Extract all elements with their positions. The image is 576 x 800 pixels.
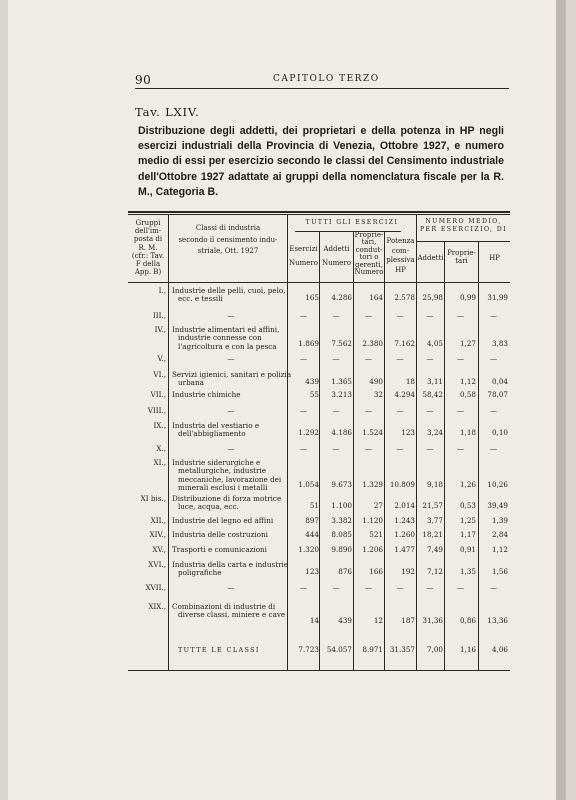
running-title: CAPITOLO TERZO (273, 74, 380, 84)
row-m-hp: 0,10 (491, 428, 508, 437)
page-number: 90 (135, 73, 152, 87)
row-classe: Industria della carta e industrie poligrafiche (172, 560, 289, 578)
header-m-addetti: Addetti (417, 254, 444, 262)
row-addetti: 8.085 (331, 530, 352, 539)
row-classe: — (227, 444, 235, 453)
header-potenza-line: plessiva (386, 256, 415, 264)
row-gruppo: XIX., (148, 602, 166, 611)
row-m-proprietari: 1,35 (459, 567, 476, 576)
row-addetti: — (332, 354, 340, 363)
row-m-proprietari: — (456, 444, 465, 453)
row-m-proprietari: 1,25 (459, 516, 476, 525)
header-esercizi (288, 242, 319, 270)
totals-addetti: 54.057 (326, 645, 352, 654)
row-classe: Industrie siderurgiche e metallurgiche, industrie meccaniche, lavorazione dei minerali esclusi i metalli (172, 458, 282, 493)
row-proprietari: 490 (369, 377, 383, 386)
header-esercizi-line: Esercizi (289, 245, 318, 253)
header-potenza-line: HP (395, 265, 406, 274)
row-proprietari: — (364, 311, 373, 320)
row-esercizi: 897 (305, 516, 319, 525)
header-proprietari-line: condut- (355, 245, 383, 254)
row-esercizi: — (299, 583, 308, 592)
row-m-hp: — (489, 583, 498, 592)
row-m-addetti: 3,11 (426, 377, 443, 386)
row-m-proprietari: 1,17 (459, 530, 476, 539)
row-potenza: 1.243 (394, 516, 415, 525)
row-potenza: — (396, 406, 404, 415)
row-gruppo: VIII., (147, 406, 166, 415)
row-m-proprietari: — (456, 406, 465, 415)
row-m-proprietari: 1,26 (459, 480, 476, 489)
row-esercizi: 439 (305, 377, 319, 386)
row-esercizi: 1.869 (298, 339, 319, 348)
row-m-hp: 13,36 (487, 616, 508, 625)
row-proprietari: 164 (369, 293, 383, 302)
row-gruppo: VI., (153, 370, 166, 379)
row-potenza: 2.578 (394, 293, 415, 302)
row-addetti: 876 (338, 567, 352, 576)
row-m-addetti: — (426, 354, 434, 363)
row-esercizi: 165 (305, 293, 319, 302)
row-addetti: 7.562 (331, 339, 352, 348)
row-m-proprietari: 0,99 (459, 293, 476, 302)
row-m-proprietari: 1,27 (459, 339, 476, 348)
header-gruppi-line: posta di (133, 235, 163, 244)
row-m-addetti: — (426, 406, 434, 415)
row-gruppo: IV., (154, 325, 166, 334)
row-m-proprietari: — (456, 311, 465, 320)
book-page (8, 0, 566, 800)
row-proprietari: — (364, 406, 373, 415)
row-m-addetti: 7,12 (426, 567, 443, 576)
row-addetti: — (332, 311, 340, 320)
row-proprietari: 12 (373, 616, 383, 625)
col-rule (287, 215, 288, 670)
row-potenza: — (396, 354, 404, 363)
row-esercizi: 1.292 (298, 428, 319, 437)
row-m-proprietari: 0,53 (459, 501, 476, 510)
header-media: NUMERO MEDIO, PER ESERCIZIO, DI (419, 218, 507, 233)
row-addetti: 9.890 (331, 545, 352, 554)
row-esercizi: — (299, 311, 308, 320)
row-m-hp: 1,56 (491, 567, 508, 576)
row-gruppo: XI bis., (140, 494, 166, 503)
header-potenza (385, 237, 416, 275)
row-addetti: 4.286 (331, 293, 352, 302)
row-addetti: 3.382 (331, 516, 352, 525)
header-gruppi-line: dell'im- (134, 227, 162, 236)
row-potenza: — (396, 583, 404, 592)
row-m-hp: 2,84 (491, 530, 508, 539)
row-addetti: — (332, 583, 340, 592)
row-addetti: 1.100 (331, 501, 352, 510)
row-classe: Industrie del legno ed affini (172, 516, 274, 525)
row-classe: Trasporti e comunicazioni (172, 545, 267, 554)
header-proprietari-line: Proprie- (354, 231, 384, 239)
totals-label: TUTTE LE CLASSI (178, 646, 260, 654)
row-m-hp: — (489, 354, 498, 363)
row-m-addetti: 58,42 (422, 390, 443, 399)
row-classe: Industria del vestiario e dell'abbigliamento (172, 421, 260, 439)
header-addetti-line: Addetti (323, 245, 350, 253)
row-potenza: — (396, 444, 404, 453)
row-proprietari: 1.524 (362, 428, 383, 437)
row-addetti: 3.213 (331, 390, 352, 399)
row-m-hp: 10,26 (487, 480, 508, 489)
row-gruppo: IX., (153, 421, 166, 430)
row-potenza: 10.809 (389, 480, 415, 489)
header-gruppi-line: App. B) (134, 268, 162, 277)
row-gruppo: XVI., (148, 560, 166, 569)
totals-m-proprietari: 1,16 (459, 645, 476, 654)
row-classe: — (227, 406, 235, 415)
row-proprietari: 1.206 (362, 545, 383, 554)
header-rule (135, 88, 509, 89)
header-classi-line: secondo il censimento indu- (178, 235, 278, 244)
row-proprietari: 2.380 (362, 339, 383, 348)
row-addetti: 439 (338, 616, 352, 625)
row-gruppo: XV., (152, 545, 166, 554)
row-m-addetti: 4,05 (426, 339, 443, 348)
header-esercizi-line: Numero (289, 259, 318, 267)
row-esercizi: 1.054 (298, 480, 319, 489)
row-m-addetti: — (426, 583, 434, 592)
header-proprietari-line: tari, (361, 238, 377, 247)
row-proprietari: — (364, 354, 373, 363)
header-potenza-line: Potenza (386, 237, 415, 245)
row-gruppo: XIV., (149, 530, 166, 539)
row-m-hp: — (489, 311, 498, 320)
header-gruppi (128, 219, 168, 276)
row-m-addetti: 9,18 (426, 480, 443, 489)
row-m-proprietari: 1,12 (459, 377, 476, 386)
table-title: Distribuzione degli addetti, dei proprietari e della potenza in HP negli esercizi industriali della Provincia di Venezia, Ottobre 1927, e numero medio di essi per esercizio secondo le classi del Censimento industriale dell'Ottobre 1927 adattate ai gruppi della nomenclatura fiscale per la R. M., Categoria B. (138, 125, 504, 198)
row-gruppo: XI., (153, 458, 166, 467)
row-addetti: — (332, 406, 340, 415)
col-rule (168, 215, 169, 670)
header-proprietari-line: gerenti, (355, 260, 383, 269)
row-gruppo: III., (152, 311, 166, 320)
table-top-rule (128, 211, 510, 213)
row-proprietari: — (364, 583, 373, 592)
row-m-addetti: 7,49 (426, 545, 443, 554)
row-proprietari: 166 (369, 567, 383, 576)
row-potenza: 187 (401, 616, 415, 625)
header-addetti-line: Numero (322, 259, 351, 267)
header-m-proprietari-line: tari (455, 257, 468, 266)
row-m-proprietari: 0,91 (459, 545, 476, 554)
row-gruppo: X., (156, 444, 166, 453)
row-esercizi: 55 (309, 390, 319, 399)
header-m-proprietari-line: Proprie- (447, 249, 476, 257)
row-esercizi: 1.320 (298, 545, 319, 554)
header-classi-line: Classi di industria (195, 224, 261, 232)
header-m-proprietari (445, 249, 478, 265)
row-esercizi: 51 (309, 501, 319, 510)
row-gruppo: XVII., (145, 583, 166, 592)
col-rule (478, 242, 479, 670)
row-potenza: 1.260 (394, 530, 415, 539)
row-m-addetti: 18,21 (422, 530, 443, 539)
data-table (128, 211, 510, 671)
row-m-hp: 31,99 (487, 293, 508, 302)
row-m-addetti: 31,36 (422, 616, 443, 625)
row-m-hp: 0,04 (491, 377, 508, 386)
row-addetti: 9.673 (331, 480, 352, 489)
row-m-addetti: — (426, 444, 434, 453)
media-span-rule (417, 241, 510, 242)
row-m-hp: 1,39 (491, 516, 508, 525)
row-potenza: 18 (405, 377, 415, 386)
row-m-hp: 78,07 (487, 390, 508, 399)
totals-m-addetti: 7,00 (426, 645, 443, 654)
row-classe: Industrie delle pelli, cuoi, pelo, ecc. e tessili (172, 286, 286, 304)
row-potenza: 7.162 (394, 339, 415, 348)
row-gruppo: V., (157, 354, 166, 363)
row-esercizi: 14 (309, 616, 319, 625)
row-m-hp: — (489, 406, 498, 415)
row-m-addetti: 25,98 (422, 293, 443, 302)
row-proprietari: 521 (369, 530, 383, 539)
row-potenza: 1.477 (394, 545, 415, 554)
header-potenza-line: com- (391, 246, 410, 255)
header-proprietari (354, 232, 384, 276)
row-classe: Industria delle costruzioni (172, 530, 268, 539)
row-m-addetti: 3,77 (426, 516, 443, 525)
row-m-proprietari: — (456, 583, 465, 592)
table-bottom-rule (128, 670, 510, 671)
table-top-rule-thin (128, 214, 510, 215)
row-classe: Industrie alimentari ed affini, industrie connesse con l'agricoltura e con la pesca (172, 325, 280, 351)
totals-proprietari: 8.971 (362, 645, 383, 654)
totals-potenza: 31.357 (389, 645, 415, 654)
row-m-addetti: 21,57 (422, 501, 443, 510)
row-proprietari: 1.120 (362, 516, 383, 525)
header-tutti: TUTTI GLI ESERCIZI (305, 219, 399, 226)
row-classe: — (227, 311, 235, 320)
header-gruppi-line: R. M. (138, 243, 158, 252)
row-addetti: — (332, 444, 340, 453)
col-rule (444, 242, 445, 670)
row-esercizi: 123 (305, 567, 319, 576)
table-label: Tav. LXIV. (135, 105, 200, 119)
row-classe: Industrie chimiche (172, 390, 241, 399)
row-potenza: 4.294 (394, 390, 415, 399)
row-m-addetti: — (426, 311, 434, 320)
row-proprietari: 1.329 (362, 480, 383, 489)
row-m-proprietari: 1,18 (459, 428, 476, 437)
row-classe: — (227, 583, 235, 592)
page-edge-shadow (556, 0, 566, 800)
row-potenza: 123 (401, 428, 415, 437)
row-esercizi: — (299, 444, 308, 453)
row-gruppo: I., (158, 286, 166, 295)
row-classe: Distribuzione di forza motrice luce, acqua, ecc. (172, 494, 282, 512)
header-addetti (320, 242, 353, 270)
header-m-hp: HP (489, 254, 500, 262)
header-proprietari-line: Numero (354, 268, 384, 277)
tutti-span-rule (295, 231, 401, 232)
row-m-addetti: 3,24 (426, 428, 443, 437)
row-m-hp: — (489, 444, 498, 453)
totals-m-hp: 4,06 (491, 645, 508, 654)
header-classi (169, 223, 287, 258)
row-proprietari: — (364, 444, 373, 453)
row-gruppo: VII., (150, 390, 166, 399)
totals-esercizi: 7.723 (298, 645, 319, 654)
row-classe: Servizi igienici, sanitari e polizia urbana (172, 370, 292, 388)
row-m-proprietari: 0,86 (459, 616, 476, 625)
header-gruppi-line: (cfr.: Tav. (131, 251, 165, 260)
row-esercizi: 444 (305, 530, 319, 539)
header-classi-line: striale, Ott. 1927 (197, 247, 259, 255)
row-proprietari: 27 (373, 501, 383, 510)
row-potenza: 192 (401, 567, 415, 576)
row-addetti: 1.365 (331, 377, 352, 386)
header-gruppi-line: Gruppi (135, 219, 161, 227)
row-esercizi: — (299, 406, 308, 415)
row-m-hp: 39,49 (487, 501, 508, 510)
col-rule (416, 215, 417, 670)
row-addetti: 4.186 (331, 428, 352, 437)
header-proprietari-line: tori o (359, 253, 379, 262)
row-potenza: 2.014 (394, 501, 415, 510)
row-esercizi: — (299, 354, 308, 363)
row-classe: Combinazioni di industrie di diverse classi, miniere e cave (172, 602, 286, 620)
row-m-hp: 3,83 (491, 339, 508, 348)
row-classe: — (227, 354, 235, 363)
row-m-hp: 1,12 (491, 545, 508, 554)
row-m-proprietari: — (456, 354, 465, 363)
row-proprietari: 32 (373, 390, 383, 399)
row-gruppo: XII., (150, 516, 166, 525)
header-gruppi-line: F della (135, 260, 161, 269)
row-m-proprietari: 0,58 (459, 390, 476, 399)
row-potenza: — (396, 311, 404, 320)
